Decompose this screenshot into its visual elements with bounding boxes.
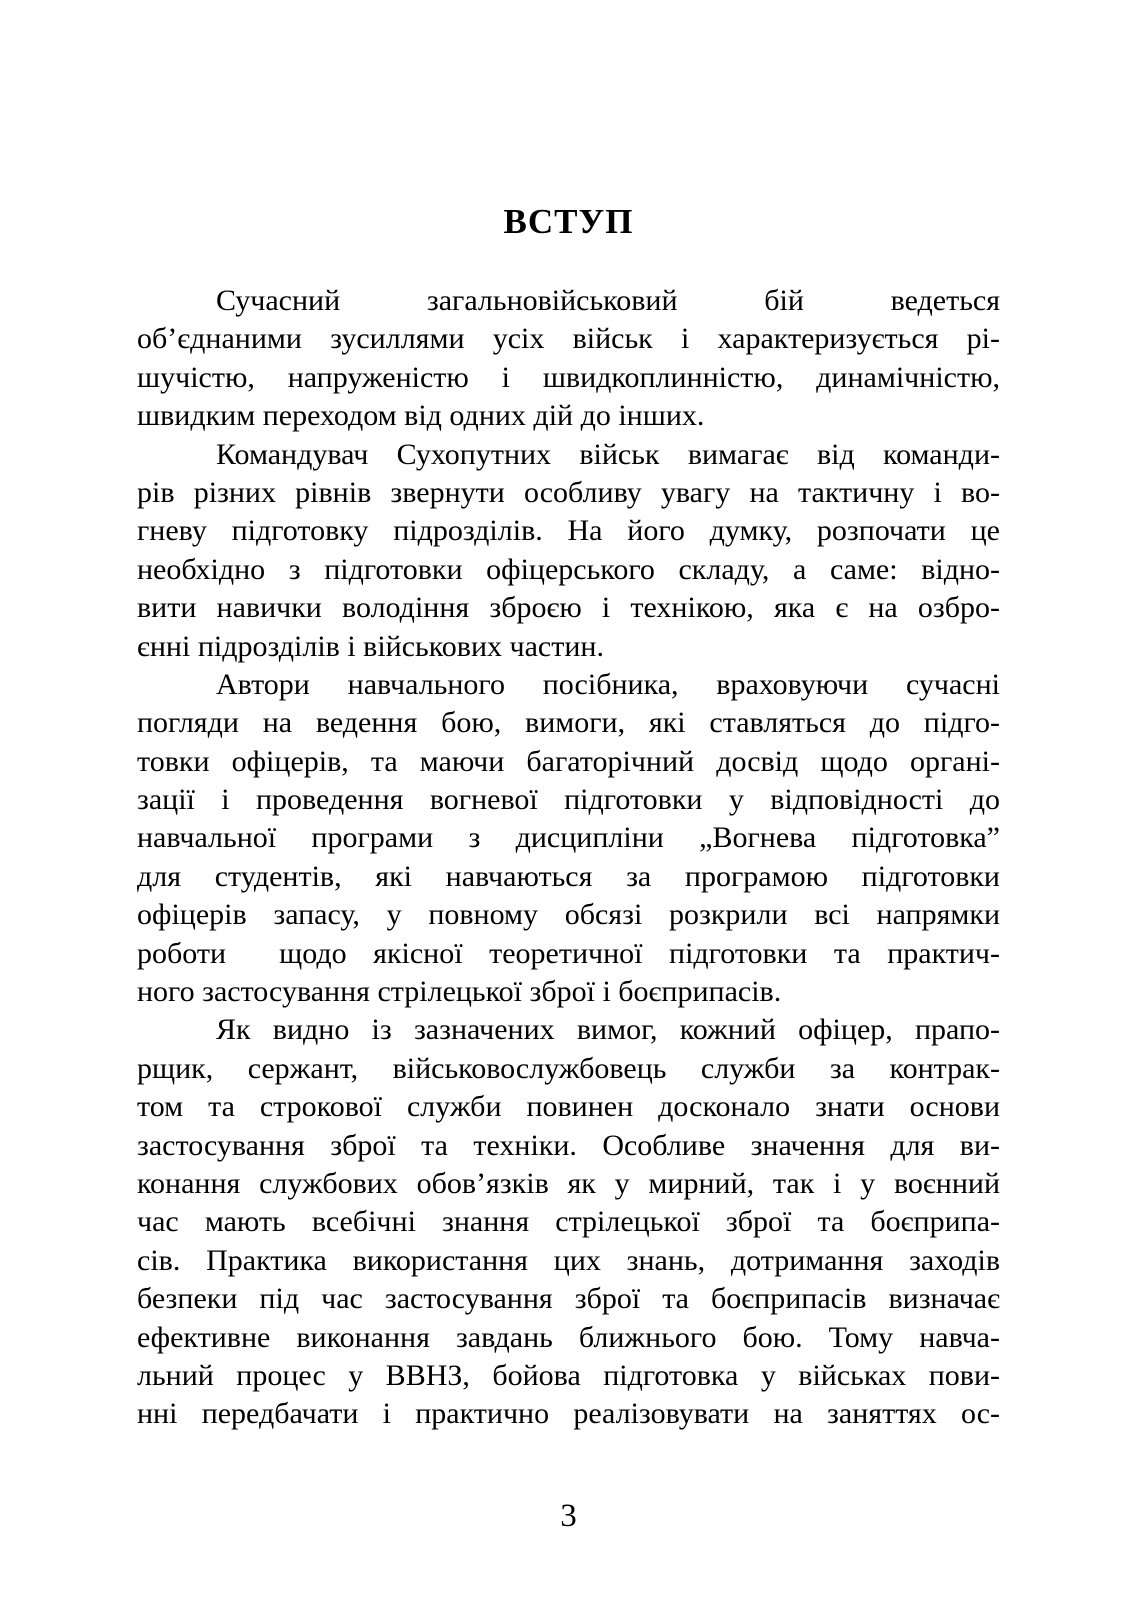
text-line: навчальної програми з дисципліни „Вогнева підготовка”	[137, 821, 1000, 855]
page-title: ВСТУП	[503, 202, 634, 241]
text-line: том та строкової служби повинен досконало знати основи	[137, 1090, 1000, 1124]
text-line: рів різних рівнів звернути особливу увагу на тактичну і во-	[137, 475, 1000, 509]
text-line: роботи щодо якісної теоретичної підготовки та практич-	[137, 936, 1000, 970]
text-line: Як видно із зазначених вимог, кожний офіцер, прапо-	[216, 1013, 1000, 1047]
text-line: вити навички володіння зброєю і технікою, яка є на озбро-	[137, 591, 1000, 625]
text-line: сів. Практика використання цих знань, дотримання заходів	[137, 1243, 1000, 1277]
text-line: конання службових обов’язків як у мирний, так і у воєнний	[137, 1166, 1000, 1200]
text-line: час мають всебічні знання стрілецької зброї та боєприпа-	[137, 1205, 1000, 1239]
text-line: єнні підрозділів і військових частин.	[137, 629, 604, 663]
text-line: ефективне виконання завдань ближнього бою. Тому навча-	[137, 1320, 1000, 1354]
text-line: ного застосування стрілецької зброї і боєприпасів.	[137, 975, 782, 1009]
text-line: для студентів, які навчаються за програмою підготовки	[137, 859, 1000, 893]
text-line: об’єднаними зусиллями усіх військ і характеризується рі-	[137, 322, 1000, 356]
text-line: застосування зброї та техніки. Особливе значення для ви-	[137, 1128, 1000, 1162]
text-line: офіцерів запасу, у повному обсязі розкрили всі напрямки	[137, 898, 1000, 932]
text-line: Автори навчального посібника, враховуючи сучасні	[216, 667, 1000, 701]
page-number: 3	[560, 1498, 577, 1534]
text-line: гневу підготовку підрозділів. На його думку, розпочати це	[137, 514, 1000, 548]
text-line: шучістю, напруженістю і швидкоплинністю, динамічністю,	[137, 360, 1000, 394]
text-line: нні передбачати і практично реалізовувати на заняттях ос-	[137, 1397, 1000, 1431]
text-line: рщик, сержант, військовослужбовець служби за контрак-	[137, 1051, 1000, 1085]
text-line: льний процес у ВВНЗ, бойова підготовка у військах пови-	[137, 1358, 1000, 1392]
text-line: товки офіцерів, та маючи багаторічний досвід щодо органі-	[137, 744, 1000, 778]
text-line: необхідно з підготовки офіцерського складу, а саме: відно-	[137, 552, 1000, 586]
body-text	[137, 282, 1000, 1434]
text-line: швидким переходом від одних дій до інших.	[137, 399, 705, 433]
text-line: погляди на ведення бою, вимоги, які ставляться до підго-	[137, 706, 1000, 740]
text-line: Командувач Сухопутних військ вимагає від команди-	[216, 437, 1000, 471]
text-line: безпеки під час застосування зброї та боєприпасів визначає	[137, 1282, 1000, 1316]
text-line: зації і проведення вогневої підготовки у відповідності до	[137, 783, 1000, 817]
text-line: Сучасний загальновійськовий бій ведеться	[216, 284, 1000, 317]
